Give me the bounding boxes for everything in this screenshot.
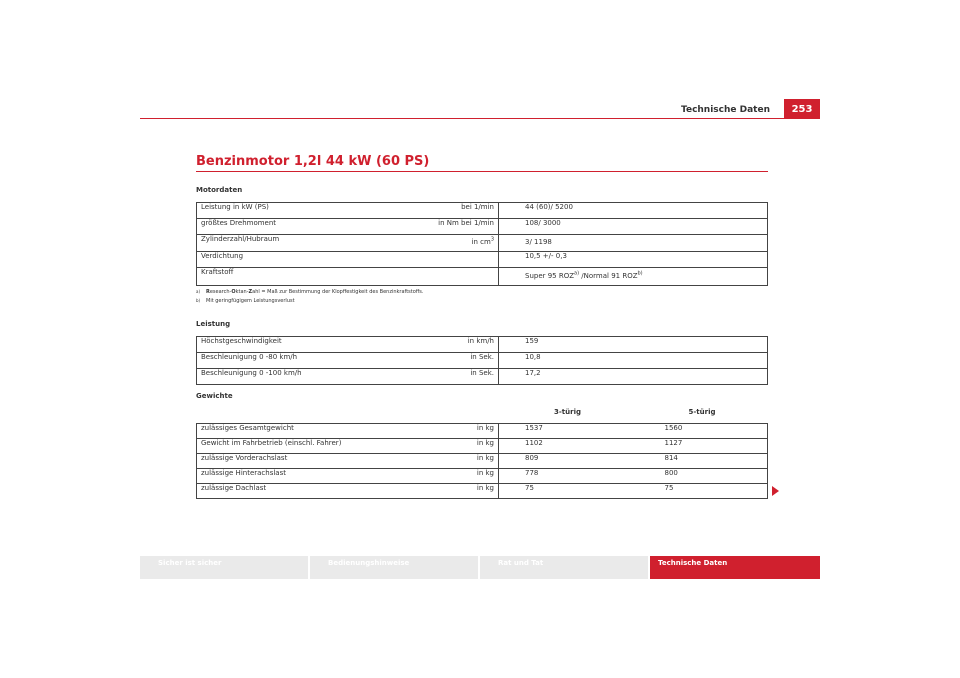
section-heading-motordaten: Motordaten — [196, 186, 243, 194]
page-number: 253 — [784, 99, 820, 119]
row-label: Leistung in kW (PS) — [197, 203, 411, 219]
header-spacer — [410, 408, 499, 423]
fuel-super: Super 95 ROZ — [525, 272, 575, 280]
row-value-3-doors: 1537 — [499, 423, 637, 438]
table-row — [197, 203, 768, 219]
footnote-text: esearch- — [209, 289, 232, 295]
row-label: Höchstgeschwindigkeit — [197, 337, 411, 353]
footnote-ref-a: a) — [574, 270, 580, 277]
row-value-5-doors: 75 — [637, 483, 768, 498]
row-value: 17,2 — [499, 369, 768, 385]
footnote-initial: Z — [248, 289, 253, 295]
table-row — [197, 468, 768, 483]
footer-tab-label: Technische Daten — [658, 559, 728, 567]
footer-tab-rat-und-tat[interactable] — [480, 556, 648, 579]
footnote-text: ktan- — [235, 289, 249, 295]
row-label: zulässige Vorderachslast — [197, 453, 411, 468]
row-label: Gewicht im Fahrbetrieb (einschl. Fahrer) — [197, 438, 411, 453]
motordaten-table — [196, 202, 768, 286]
footer-tab-label: Sicher ist sicher — [158, 559, 222, 567]
section-heading-leistung: Leistung — [196, 320, 231, 328]
arrow-right-icon[interactable] — [772, 486, 779, 496]
table-row — [197, 423, 768, 438]
row-label: größtes Drehmoment — [197, 219, 411, 235]
table-row — [197, 235, 768, 252]
footnote-mark: a) — [196, 289, 201, 294]
row-value-5-doors: 800 — [637, 468, 768, 483]
row-unit: in km/h — [410, 337, 499, 353]
row-label: zulässiges Gesamtgewicht — [197, 423, 411, 438]
header-divider — [140, 118, 820, 119]
table-row — [197, 353, 768, 369]
footnote-initial: R — [206, 289, 210, 295]
row-label: Beschleunigung 0 -100 km/h — [197, 369, 411, 385]
row-value-5-doors: 1560 — [637, 423, 768, 438]
table-row — [197, 453, 768, 468]
row-label: Verdichtung — [197, 252, 411, 268]
table-row — [197, 438, 768, 453]
column-header-5-doors: 5-türig — [637, 408, 768, 423]
footer-tab-technische-daten[interactable] — [650, 556, 820, 579]
row-value: 44 (60)/ 5200 — [499, 203, 768, 219]
row-value-3-doors: 809 — [499, 453, 637, 468]
row-value — [499, 268, 768, 286]
row-unit: in kg — [410, 483, 499, 498]
row-unit: in Nm bei 1/min — [410, 219, 499, 235]
row-unit — [410, 268, 499, 286]
footnote-ref-b: b) — [637, 270, 643, 277]
table-row — [197, 337, 768, 353]
table-row — [197, 268, 768, 286]
row-value-3-doors: 1102 — [499, 438, 637, 453]
row-unit — [410, 235, 499, 252]
row-value-3-doors: 778 — [499, 468, 637, 483]
row-unit: bei 1/min — [410, 203, 499, 219]
footnote-initial: O — [231, 289, 236, 295]
gewichte-table — [196, 408, 768, 499]
row-value: 108/ 3000 — [499, 219, 768, 235]
header-title: Technische Daten — [681, 105, 770, 115]
row-unit: in kg — [410, 468, 499, 483]
footer-tab-sicher-ist-sicher[interactable] — [140, 556, 308, 579]
row-label: zulässige Dachlast — [197, 483, 411, 498]
column-header-3-doors: 3-türig — [499, 408, 637, 423]
row-label: Beschleunigung 0 -80 km/h — [197, 353, 411, 369]
row-unit: in kg — [410, 423, 499, 438]
title-divider — [196, 171, 768, 172]
fuel-normal: /Normal 91 ROZ — [579, 272, 638, 280]
row-unit: in kg — [410, 438, 499, 453]
row-label: Zylinderzahl/Hubraum — [197, 235, 411, 252]
unit-text: in cm — [471, 238, 491, 246]
row-value-5-doors: 1127 — [637, 438, 768, 453]
row-unit: in kg — [410, 453, 499, 468]
row-value: 3/ 1198 — [499, 235, 768, 252]
row-label: zulässige Hinterachslast — [197, 468, 411, 483]
page-title: Benzinmotor 1,2l 44 kW (60 PS) — [196, 154, 430, 169]
row-value: 159 — [499, 337, 768, 353]
footnote-text: ahl = Maß zur Bestimmung der Klopffestigkeit des Benzinkraftstoffs. — [252, 289, 424, 295]
table-row — [197, 252, 768, 268]
footnote-text: Mit geringfügigem Leistungsverlust — [206, 298, 295, 304]
footer-tab-label: Bedienungshinweise — [328, 559, 410, 567]
footnote-b — [196, 298, 295, 304]
table-row — [197, 219, 768, 235]
row-unit: in Sek. — [410, 353, 499, 369]
table-row — [197, 369, 768, 385]
row-value: 10,5 +/- 0,3 — [499, 252, 768, 268]
row-label: Kraftstoff — [197, 268, 411, 286]
row-value-3-doors: 75 — [499, 483, 637, 498]
table-header-row — [197, 408, 768, 423]
section-heading-gewichte: Gewichte — [196, 392, 233, 400]
table-row — [197, 483, 768, 498]
header-spacer — [197, 408, 411, 423]
footnote-mark: b) — [196, 298, 201, 303]
row-value-5-doors: 814 — [637, 453, 768, 468]
row-unit: in Sek. — [410, 369, 499, 385]
row-unit — [410, 252, 499, 268]
row-value: 10,8 — [499, 353, 768, 369]
footer-tab-label: Rat und Tat — [498, 559, 544, 567]
footer-tab-bedienungshinweise[interactable] — [310, 556, 478, 579]
footnote-a — [196, 289, 423, 295]
leistung-table — [196, 336, 768, 385]
unit-superscript: 3 — [490, 236, 494, 243]
